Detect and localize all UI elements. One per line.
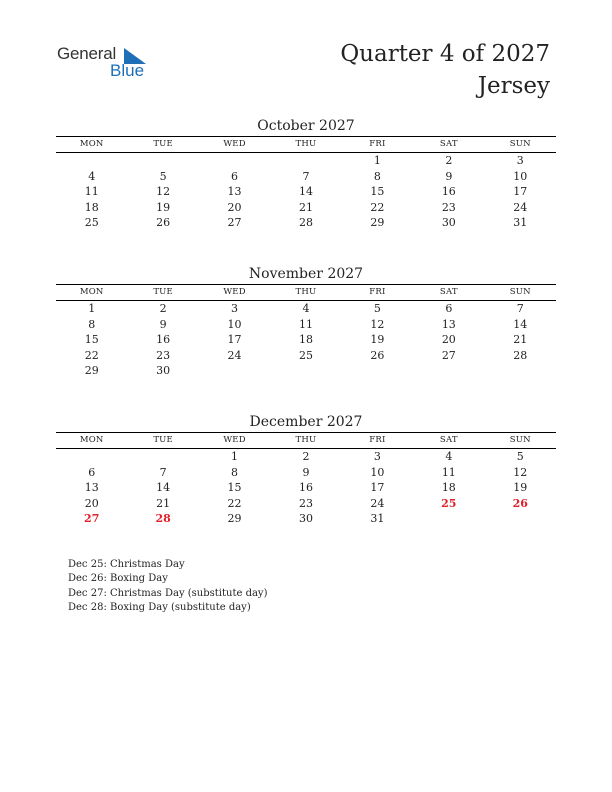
weekday-label: SUN xyxy=(509,435,531,445)
day-cell: 20 xyxy=(84,496,99,510)
day-cell: 30 xyxy=(441,216,456,230)
day-cell: 26 xyxy=(512,496,528,510)
day-cell: 20 xyxy=(227,200,242,214)
day-cell: 5 xyxy=(516,450,524,463)
weekday-label: TUE xyxy=(153,139,173,149)
day-cell: 26 xyxy=(370,348,385,362)
day-cell: 13 xyxy=(84,481,99,495)
day-cell xyxy=(199,153,270,169)
region-title: Jersey xyxy=(477,73,550,99)
day-cell: 30 xyxy=(156,364,171,378)
weekday-label: SAT xyxy=(439,287,458,297)
weekday-label: THU xyxy=(295,287,317,297)
week-row xyxy=(56,215,556,231)
day-cell: 19 xyxy=(513,481,528,495)
day-cell xyxy=(485,511,556,527)
day-cell: 20 xyxy=(441,333,456,347)
day-cell: 27 xyxy=(84,512,100,526)
day-cell: 7 xyxy=(159,465,167,479)
day-cell: 23 xyxy=(298,496,313,510)
day-cell: 13 xyxy=(227,185,242,199)
day-cell xyxy=(127,153,198,169)
month-title: October 2027 xyxy=(257,118,355,134)
day-cell: 26 xyxy=(156,216,171,230)
day-cell: 4 xyxy=(445,450,453,463)
weekday-label: FRI xyxy=(369,435,386,445)
day-cell xyxy=(413,511,484,527)
week-row xyxy=(56,184,556,200)
weekday-label: MON xyxy=(79,287,104,297)
day-cell: 23 xyxy=(441,200,456,214)
day-cell: 14 xyxy=(513,317,528,331)
day-cell: 7 xyxy=(516,302,524,315)
day-cell: 14 xyxy=(156,481,171,495)
logo-blue-text: Blue xyxy=(110,61,145,80)
day-cell: 5 xyxy=(159,169,167,183)
weekday-label: FRI xyxy=(369,287,386,297)
day-cell: 18 xyxy=(441,481,456,495)
day-cell: 10 xyxy=(370,465,385,479)
day-cell: 13 xyxy=(441,317,456,331)
holiday-note: Dec 25: Christmas Day xyxy=(68,559,185,570)
week-row xyxy=(56,511,556,527)
day-cell: 1 xyxy=(231,450,239,463)
week-row xyxy=(56,169,556,185)
day-cell: 27 xyxy=(227,216,242,230)
day-cell xyxy=(270,153,341,169)
day-cell xyxy=(342,363,413,379)
day-cell: 12 xyxy=(513,465,528,479)
day-cell: 9 xyxy=(159,317,167,331)
weekday-label: WED xyxy=(223,287,246,297)
week-row xyxy=(56,465,556,481)
day-cell: 4 xyxy=(88,169,96,183)
day-cell: 5 xyxy=(373,302,381,315)
day-cell: 16 xyxy=(156,333,171,347)
day-cell: 29 xyxy=(84,364,99,378)
day-cell: 1 xyxy=(88,302,96,315)
day-cell xyxy=(56,449,127,465)
generalblue-logo xyxy=(57,44,157,80)
holiday-notes xyxy=(68,558,267,615)
day-cell: 4 xyxy=(302,302,310,315)
day-cell: 11 xyxy=(441,465,456,479)
day-cell: 3 xyxy=(231,302,239,315)
day-cell: 11 xyxy=(298,317,313,331)
holiday-note: Dec 26: Boxing Day xyxy=(68,573,168,585)
day-cell xyxy=(199,363,270,379)
week-row xyxy=(56,332,556,348)
month-title: November 2027 xyxy=(248,266,364,282)
month-weeks xyxy=(56,301,556,379)
day-cell: 23 xyxy=(156,348,171,362)
day-cell: 29 xyxy=(227,512,242,526)
day-cell: 11 xyxy=(84,185,99,199)
day-cell: 1 xyxy=(373,154,381,167)
weekday-label: TUE xyxy=(153,435,173,445)
day-cell: 12 xyxy=(370,317,385,331)
day-cell: 15 xyxy=(84,333,99,347)
week-row xyxy=(56,317,556,333)
weekday-header xyxy=(56,284,556,301)
day-cell: 19 xyxy=(156,200,171,214)
month-calendar-november xyxy=(56,264,556,379)
day-cell: 30 xyxy=(298,512,313,526)
day-cell: 27 xyxy=(441,348,456,362)
day-cell: 9 xyxy=(302,465,310,479)
day-cell: 21 xyxy=(156,496,171,510)
week-row xyxy=(56,301,556,317)
day-cell xyxy=(270,363,341,379)
day-cell xyxy=(413,363,484,379)
day-cell: 6 xyxy=(88,465,96,479)
weekday-label: MON xyxy=(79,435,104,445)
day-cell: 25 xyxy=(84,216,99,230)
weekday-label: THU xyxy=(295,139,317,149)
day-cell: 16 xyxy=(298,481,313,495)
day-cell: 21 xyxy=(513,333,528,347)
day-cell: 16 xyxy=(441,185,456,199)
day-cell: 2 xyxy=(159,302,167,315)
day-cell: 17 xyxy=(227,333,242,347)
page-title xyxy=(340,38,550,102)
day-cell: 15 xyxy=(370,185,385,199)
day-cell: 22 xyxy=(84,348,99,362)
logo-general-text: General xyxy=(57,44,117,63)
day-cell: 28 xyxy=(155,512,171,526)
day-cell: 24 xyxy=(513,200,528,214)
day-cell: 31 xyxy=(513,216,528,230)
day-cell: 28 xyxy=(513,348,528,362)
holiday-note: Dec 28: Boxing Day (substitute day) xyxy=(68,601,251,613)
day-cell: 8 xyxy=(88,317,96,331)
weekday-label: FRI xyxy=(369,139,386,149)
week-row xyxy=(56,363,556,379)
day-cell: 22 xyxy=(227,496,242,510)
month-calendar-december xyxy=(56,412,556,527)
day-cell: 14 xyxy=(298,185,313,199)
month-title: December 2027 xyxy=(249,414,363,430)
weekday-label: MON xyxy=(79,139,104,149)
day-cell: 17 xyxy=(513,185,528,199)
week-row xyxy=(56,496,556,512)
day-cell: 10 xyxy=(227,317,242,331)
weekday-label: WED xyxy=(223,435,246,445)
day-cell: 8 xyxy=(231,465,239,479)
day-cell: 17 xyxy=(370,481,385,495)
month-weeks xyxy=(56,449,556,527)
day-cell: 6 xyxy=(231,169,239,183)
day-cell: 2 xyxy=(302,450,310,463)
day-cell: 18 xyxy=(298,333,313,347)
week-row xyxy=(56,449,556,465)
day-cell: 28 xyxy=(298,216,313,230)
day-cell: 15 xyxy=(227,481,242,495)
day-cell: 25 xyxy=(298,348,313,362)
day-cell: 8 xyxy=(373,169,381,183)
week-row xyxy=(56,348,556,364)
day-cell: 31 xyxy=(370,512,385,526)
weekday-label: SUN xyxy=(509,287,531,297)
day-cell: 9 xyxy=(445,169,453,183)
month-weeks xyxy=(56,153,556,231)
day-cell: 3 xyxy=(516,154,524,167)
day-cell xyxy=(485,363,556,379)
day-cell: 19 xyxy=(370,333,385,347)
weekday-label: THU xyxy=(295,435,317,445)
weekday-label: TUE xyxy=(153,287,173,297)
weekday-header xyxy=(56,136,556,153)
quarter-title: Quarter 4 of 2027 xyxy=(340,41,550,67)
day-cell: 22 xyxy=(370,200,385,214)
day-cell xyxy=(127,449,198,465)
day-cell: 6 xyxy=(445,302,453,315)
day-cell: 7 xyxy=(302,169,310,183)
day-cell: 3 xyxy=(373,450,381,463)
week-row xyxy=(56,480,556,496)
day-cell: 2 xyxy=(445,154,453,167)
day-cell: 21 xyxy=(298,200,313,214)
weekday-label: WED xyxy=(223,139,246,149)
weekday-label: SUN xyxy=(509,139,531,149)
day-cell: 12 xyxy=(156,185,171,199)
week-row xyxy=(56,200,556,216)
weekday-label: SAT xyxy=(439,435,458,445)
day-cell: 29 xyxy=(370,216,385,230)
weekday-header xyxy=(56,432,556,449)
day-cell: 18 xyxy=(84,200,99,214)
month-calendar-october xyxy=(56,116,556,231)
day-cell: 25 xyxy=(441,496,457,510)
holiday-note: Dec 27: Christmas Day (substitute day) xyxy=(68,587,268,599)
day-cell: 24 xyxy=(370,496,385,510)
day-cell: 10 xyxy=(513,169,528,183)
weekday-label: SAT xyxy=(439,139,458,149)
week-row xyxy=(56,153,556,169)
day-cell: 24 xyxy=(227,348,242,362)
day-cell xyxy=(56,153,127,169)
